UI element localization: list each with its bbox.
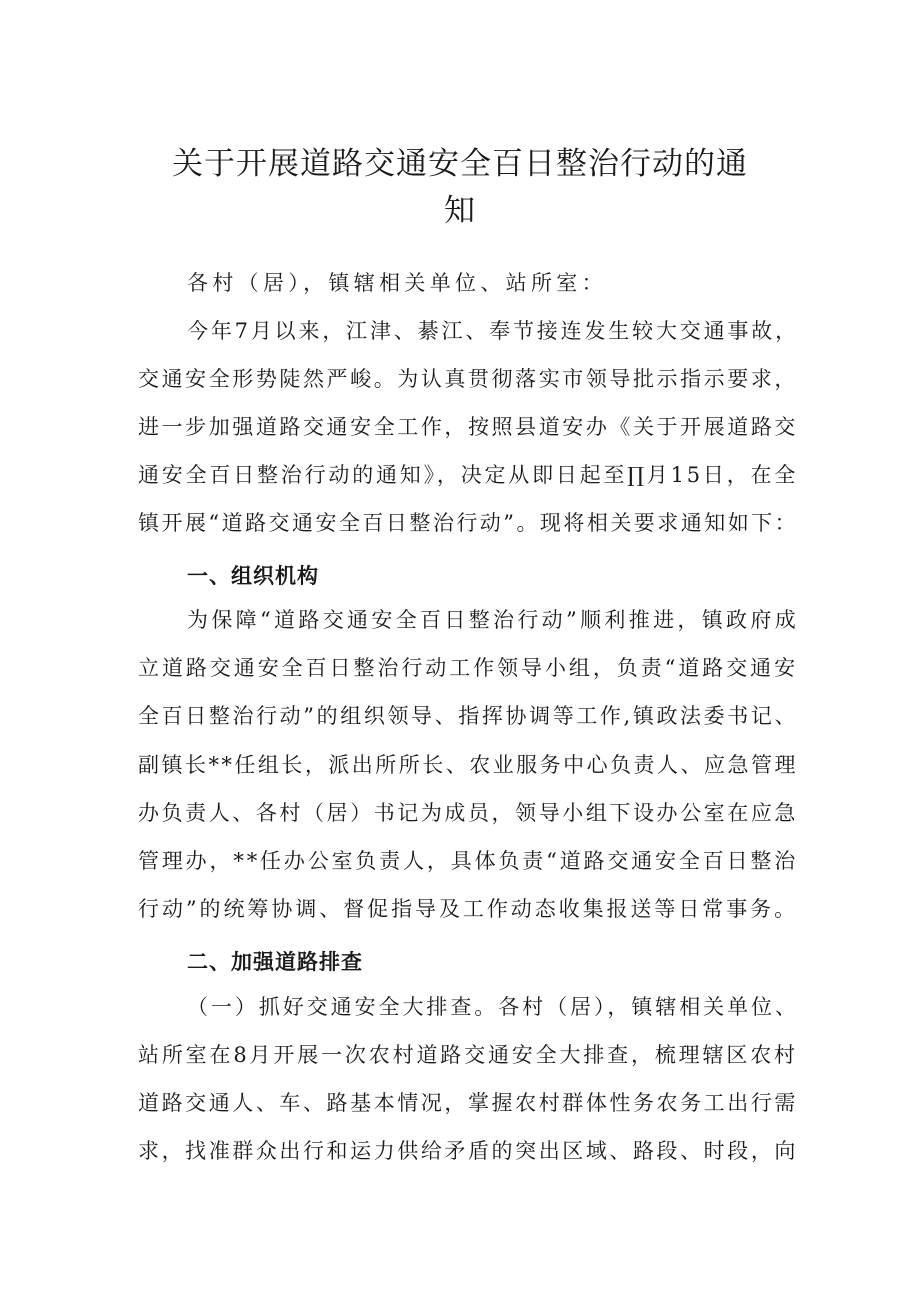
paragraph-line: （一）抓好交通安全大排查。各村（居），镇辖相关单位、 — [187, 995, 799, 1019]
paragraph-line: 道路交通人、车、路基本情况，掌握农村群体性务农务工出行需 — [138, 1091, 798, 1115]
paragraph-line: 镇开展“道路交通安全百日整治行动”。现将相关要求通知如下： — [138, 511, 799, 535]
section-heading-1: 一、组织机构 — [187, 564, 319, 588]
paragraph-line: 副镇长**任组长，派出所所长、农业服务中心负责人、应急管理 — [138, 753, 798, 777]
paragraph-line: 今年7月以来，江津、綦江、奉节接连发生较大交通事故， — [187, 319, 799, 343]
document-title-line-1: 关于开展道路交通安全百日整治行动的通 — [172, 146, 748, 182]
paragraph-line: 求，找准群众出行和运力供给矛盾的突出区域、路段、时段，向 — [138, 1139, 798, 1163]
paragraph-line: 行动”的统筹协调、督促指导及工作动态收集报送等日常事务。 — [138, 897, 799, 921]
paragraph-line: 通安全百日整治行动的通知》，决定从即日起至∏月15日，在全 — [138, 463, 799, 487]
paragraph-line: 交通安全形势陡然严峻。为认真贯彻落实市领导批示指示要求， — [138, 367, 798, 391]
paragraph-line: 站所室在8月开展一次农村道路交通安全大排查，梳理辖区农村 — [138, 1043, 798, 1067]
section-heading-2: 二、加强道路排查 — [187, 950, 363, 974]
paragraph-line: 为保障“道路交通安全百日整治行动”顺利推进，镇政府成 — [187, 608, 800, 632]
paragraph-line: 管理办，**任办公室负责人，具体负责“道路交通安全百日整治 — [138, 849, 799, 873]
paragraph-line: 进一步加强道路交通安全工作，按照县道安办《关于开展道路交 — [138, 415, 798, 439]
paragraph-line: 办负责人、各村（居）书记为成员，领导小组下设办公室在应急 — [138, 801, 798, 825]
paragraph-line: 立道路交通安全百日整治行动工作领导小组，负责“道路交通安 — [138, 656, 799, 680]
salutation: 各村（居），镇辖相关单位、站所室： — [187, 271, 607, 295]
document-title-line-2: 知 — [444, 193, 476, 229]
paragraph-line: 全百日整治行动”的组织领导、指挥协调等工作,镇政法委书记、 — [138, 704, 799, 728]
